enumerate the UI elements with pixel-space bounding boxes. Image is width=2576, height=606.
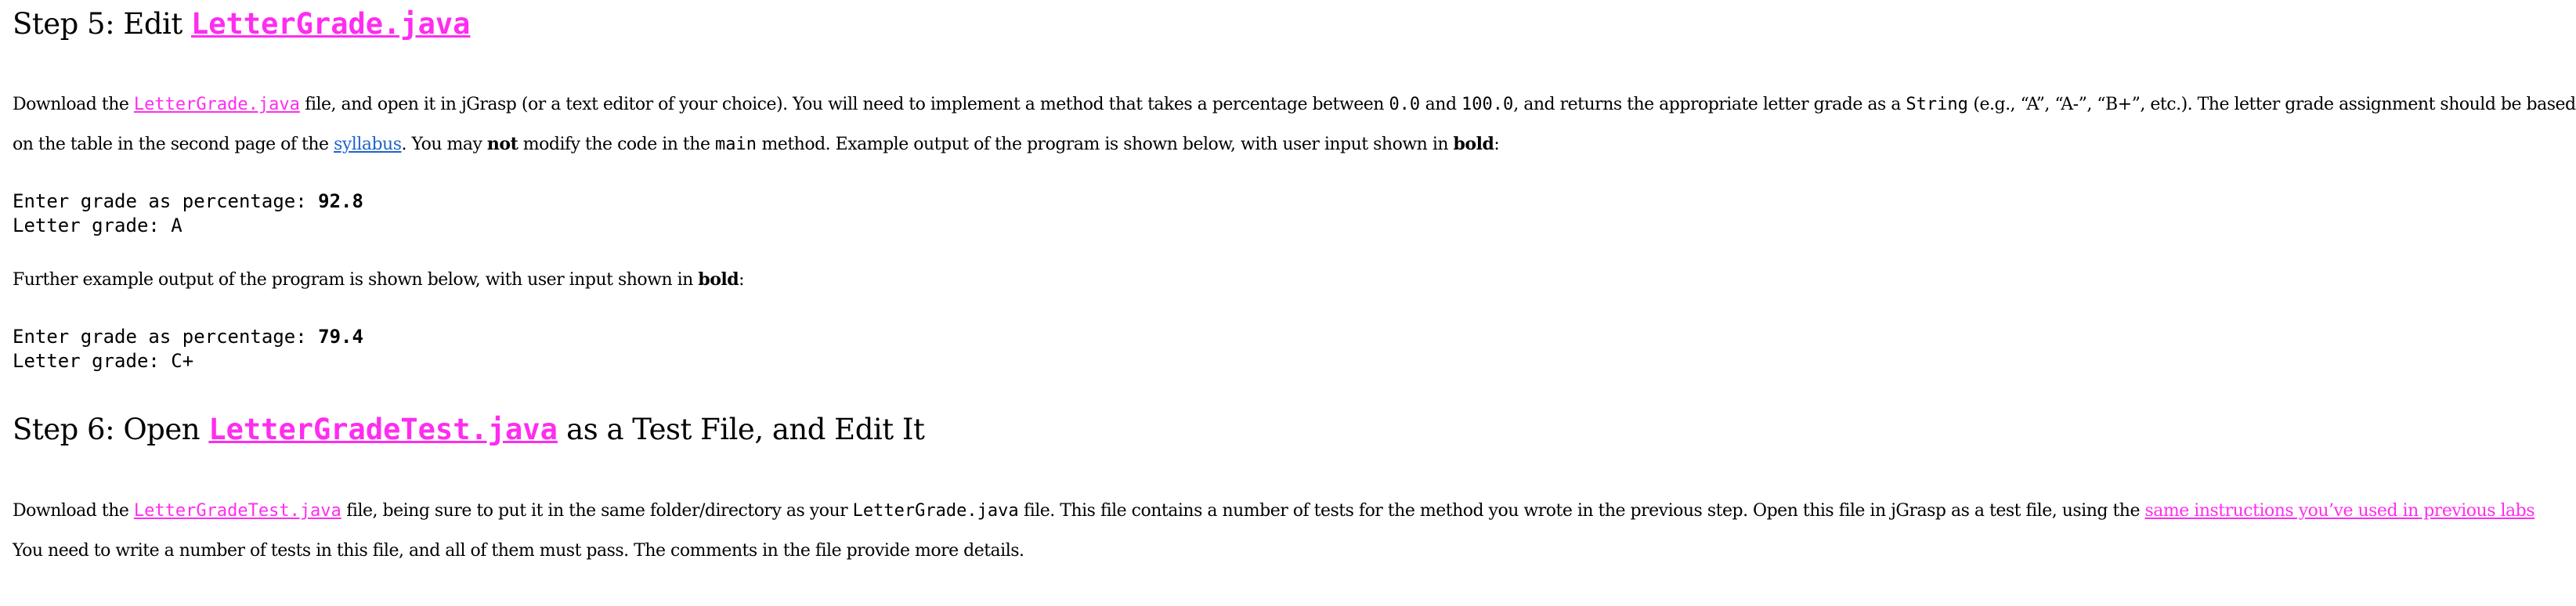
inline-code: 0.0 — [1389, 95, 1421, 114]
step6-heading-suffix: as a Test File, and Edit It — [557, 413, 925, 446]
text: (e.g., “A”, “A-”, “B+”, etc.). The letter grade assignment should be based — [1967, 95, 2576, 114]
step6-heading-file-link[interactable]: LetterGradeTest.java — [208, 413, 558, 446]
step6-paragraph — [13, 491, 2534, 571]
code-line — [13, 189, 363, 214]
example-output-2 — [13, 325, 363, 373]
lettergrade-download-link[interactable]: LetterGrade.java — [133, 95, 300, 114]
example-output-1 — [13, 189, 363, 238]
bold-text: bold — [698, 269, 739, 290]
inline-code: main — [714, 135, 757, 154]
text: Download the — [13, 95, 134, 114]
text: and — [1420, 95, 1462, 114]
previous-labs-instructions-link[interactable]: same instructions you’ve used in previous labs — [2144, 501, 2535, 521]
step5-heading — [13, 0, 470, 49]
step5-heading-file-link[interactable]: LetterGrade.java — [190, 7, 471, 41]
text: file, and open it in jGrasp (or a text editor of your choice). You will need to implement a method that takes a percentage between — [299, 95, 1389, 114]
text: modify the code in the — [518, 135, 715, 154]
inline-code: LetterGrade.java — [852, 501, 1019, 521]
step5-heading-prefix: Step 5: Edit — [13, 7, 191, 41]
bold-text: bold — [1453, 134, 1494, 154]
text: file, being sure to put it in the same folder/directory as your — [341, 501, 853, 521]
text: Download the — [13, 501, 134, 521]
prompt-text: Enter grade as percentage: — [13, 190, 319, 212]
text: method. Example output of the program is shown below, with user input shown in — [756, 135, 1454, 154]
inline-code: String — [1906, 95, 1968, 114]
step5-paragraph — [13, 85, 2576, 164]
text: : — [739, 270, 745, 290]
bold-text: not — [486, 134, 518, 154]
syllabus-link[interactable]: syllabus — [334, 135, 402, 154]
further-example-paragraph — [13, 260, 744, 300]
user-input: 79.4 — [318, 326, 363, 348]
lettergradetest-download-link[interactable]: LetterGradeTest.java — [133, 501, 341, 521]
code-line: Letter grade: C+ — [13, 350, 194, 372]
step6-heading-prefix: Step 6: Open — [13, 413, 209, 446]
code-line: Letter grade: A — [13, 215, 182, 236]
text: Further example output of the program is shown below, with user input shown in — [13, 270, 699, 290]
prompt-text: Enter grade as percentage: — [13, 326, 319, 348]
inline-code: 100.0 — [1461, 95, 1514, 114]
text: You need to write a number of tests in this file, and all of them must pass. The comments in the file provide more details. — [13, 541, 1024, 561]
text: : — [1494, 135, 1500, 154]
text: , and returns the appropriate letter grade as a — [1513, 95, 1906, 114]
user-input: 92.8 — [318, 190, 363, 212]
text: on the table in the second page of the — [13, 135, 334, 154]
code-line — [13, 325, 363, 349]
text: . You may — [401, 135, 487, 154]
step6-heading — [13, 406, 924, 454]
text: file. This file contains a number of tests for the method you wrote in the previous step. Open this file in jGrasp as a test file, using the — [1018, 501, 2145, 521]
